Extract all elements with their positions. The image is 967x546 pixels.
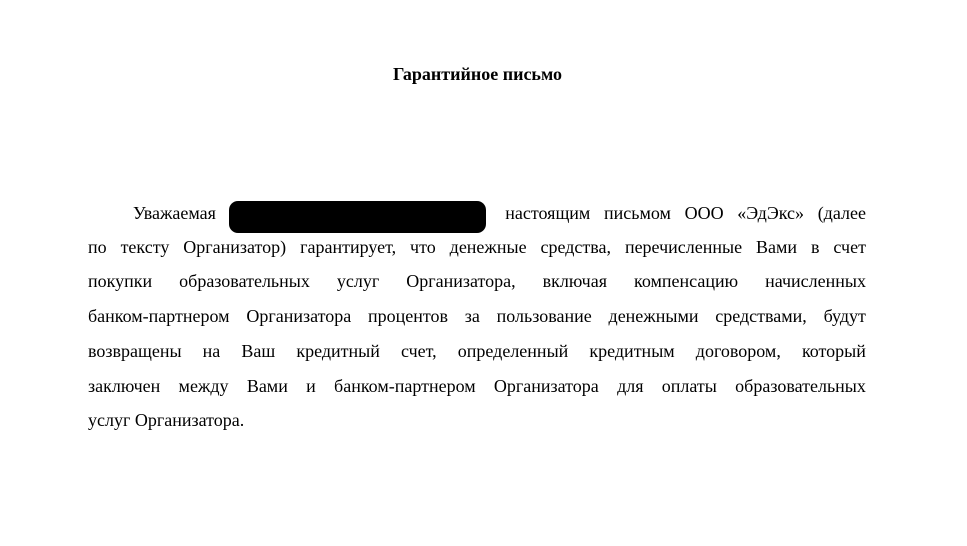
word: счет, (401, 341, 437, 361)
word: образовательных (735, 376, 866, 396)
word: определенный (457, 341, 569, 361)
word: банком-партнером (334, 376, 476, 396)
word: на (202, 341, 221, 361)
word: Ваш (241, 341, 276, 361)
word: денежными (608, 306, 699, 326)
word: начисленных (765, 271, 866, 291)
word: средствами, (715, 306, 807, 326)
body-line-5 (88, 339, 866, 363)
word: услуг (336, 271, 380, 291)
word: пользование (496, 306, 592, 326)
redaction-bar (229, 201, 486, 233)
word: что (410, 237, 436, 257)
word: Вами (246, 376, 288, 396)
word: ООО (684, 203, 724, 223)
body-line-7 (88, 408, 866, 432)
word: денежные (449, 237, 527, 257)
word: услуг Организатора. (88, 410, 245, 430)
body-line-3 (88, 269, 866, 293)
word: процентов (368, 306, 449, 326)
word: счет (833, 237, 866, 257)
word: кредитным (589, 341, 675, 361)
word: перечисленные (624, 237, 743, 257)
word: Организатора, (406, 271, 516, 291)
word: и (306, 376, 316, 396)
word: гарантирует, (300, 237, 397, 257)
word: для (617, 376, 644, 396)
word: оплаты (661, 376, 717, 396)
word: договором, (695, 341, 781, 361)
word: средства, (540, 237, 612, 257)
word: Уважаемая (133, 203, 216, 223)
word: (далее (817, 203, 866, 223)
word: в (810, 237, 820, 257)
word: компенсацию (634, 271, 739, 291)
word: возвращены (88, 341, 182, 361)
body-line-6 (88, 374, 866, 398)
word: тексту (120, 237, 170, 257)
word: образовательных (179, 271, 310, 291)
word: банком-партнером (88, 306, 230, 326)
word: настоящим (505, 203, 591, 223)
word: кредитный (296, 341, 380, 361)
word: за (464, 306, 480, 326)
word: между (178, 376, 229, 396)
word: по (88, 237, 107, 257)
word: включая (542, 271, 607, 291)
word: Организатора (493, 376, 599, 396)
letter-title: Гарантийное письмо (393, 64, 562, 84)
word: Организатора (246, 306, 352, 326)
word: который (801, 341, 866, 361)
word: письмом (604, 203, 671, 223)
body-line-4 (88, 304, 866, 328)
word: Организатор) (183, 237, 287, 257)
word: «ЭдЭкс» (737, 203, 805, 223)
word: покупки (88, 271, 153, 291)
word: будут (823, 306, 866, 326)
word: Вами (756, 237, 798, 257)
body-line-2 (88, 235, 866, 259)
word: заключен (88, 376, 161, 396)
